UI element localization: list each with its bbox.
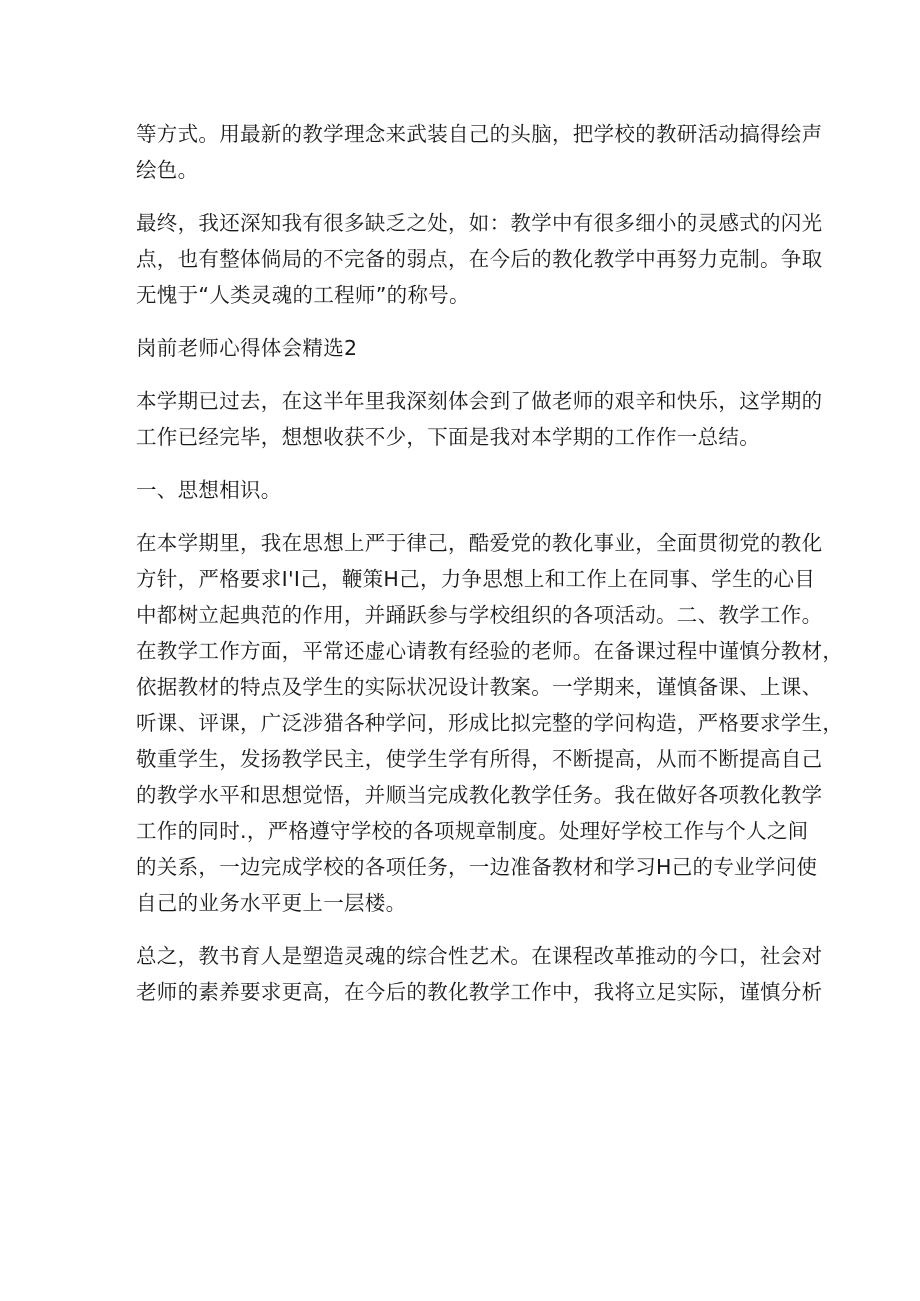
paragraph xyxy=(136,938,823,1010)
text-line: 等方式。用最新的教学理念来武装自己的头脑，把学校的教研活动搞得绘声 xyxy=(136,122,823,146)
text-line: 方针，严格要求I'I己，鞭策H己，力争思想上和工作上在同事、学生的心目 xyxy=(136,567,816,591)
text-line: 中都树立起典范的作用，并踊跃参与学校组织的各项活动。二、教学工作。 xyxy=(136,603,823,627)
text-line: 最终，我还深知我有很多缺乏之处，如：教学中有很多细小的灵感式的闪光 xyxy=(136,211,823,235)
text-line: 工作已经完毕，想想收获不少，下面是我对本学期的工作作一总结。 xyxy=(136,425,760,449)
text-line: 的教学水平和思想觉悟，并顺当完成教化教学任务。我在做好各项教化教学 xyxy=(136,783,823,807)
paragraph xyxy=(136,205,823,313)
document-body xyxy=(136,116,844,1010)
text-line: 在本学期里，我在思想上严于律己，酷爱党的教化事业，全面贯彻党的教化 xyxy=(136,531,823,555)
section-heading xyxy=(136,330,791,366)
text-line: 依据教材的特点及学生的实际状况设计教案。一学期来，谨慎备课、上课、 xyxy=(136,675,823,699)
paragraph xyxy=(136,116,823,188)
heading-text: 岗前老师心得体会精选2 xyxy=(136,336,358,360)
paragraph xyxy=(136,383,823,455)
text-line: 工作的同时.，严格遵守学校的各项规章制度。处理好学校工作与个人之间 xyxy=(136,819,809,843)
paragraph xyxy=(136,525,844,921)
text-line: 绘色。 xyxy=(136,158,199,182)
text-line: 听课、评课，广泛涉猎各种学问，形成比拟完整的学问构造，严格要求学生， xyxy=(136,711,844,735)
text-line: 在教学工作方面，平常还虚心请教有经验的老师。在备课过程中谨慎分教材， xyxy=(136,639,844,663)
text-line: 点，也有整体倘局的不完备的弱点，在今后的教化教学中再努力克制。争取 xyxy=(136,247,823,271)
text-line: 的关系，一边完成学校的各项任务，一边准备教材和学习H己的专业学问使 xyxy=(136,855,818,879)
text-line: 自己的业务水平更上一层楼。 xyxy=(136,891,407,915)
subsection-heading xyxy=(136,472,791,508)
heading-text: 一、思想相识。 xyxy=(136,478,282,502)
text-line: 本学期已过去，在这半年里我深刻体会到了做老师的艰辛和快乐，这学期的 xyxy=(136,389,823,413)
text-line: 敬重学生，发扬教学民主，使学生学有所得，不断提高，从而不断提高自己 xyxy=(136,747,823,771)
text-line: 无愧于“人类灵魂的工程师”的称号。 xyxy=(136,283,470,307)
text-line: 总之，教书育人是塑造灵魂的综合性艺术。在课程改革推动的今口，社会对 xyxy=(136,944,823,968)
text-line: 老师的素养要求更高，在今后的教化教学工作中，我将立足实际，谨慎分析 xyxy=(136,980,823,1004)
